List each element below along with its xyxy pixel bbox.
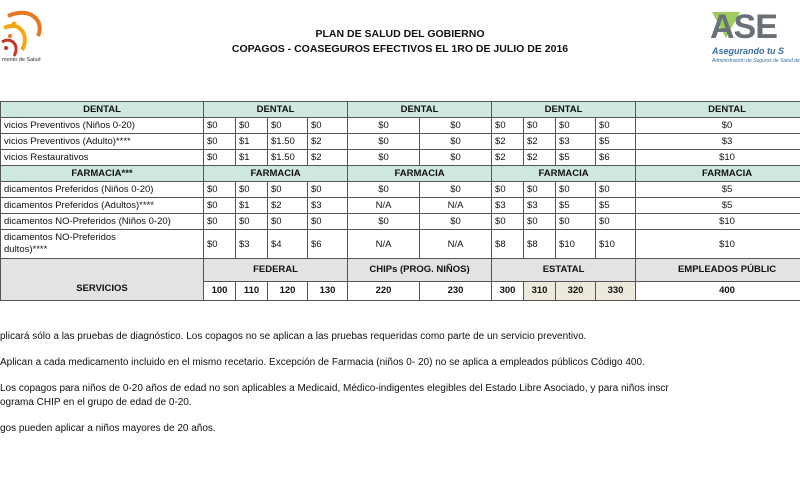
cell-empleados-400: $10	[636, 150, 800, 166]
row-label-line-1: dicamentos NO-Preferidos	[4, 232, 116, 243]
servicios-label: SERVICIOS	[1, 259, 204, 301]
cell-estatal-310: $2	[524, 134, 556, 150]
cell-federal-120: $0	[268, 214, 308, 230]
cell-estatal-330: $0	[596, 118, 636, 134]
cell-estatal-310: $0	[524, 182, 556, 198]
farmacia-federal-header: FARMACIA	[204, 166, 348, 182]
cell-federal-110: $0	[236, 214, 268, 230]
cell-federal-120: $0	[268, 182, 308, 198]
footnote-children-line-2: ograma CHIP en el grupo de edad de 0-20.	[0, 397, 192, 408]
farmacia-estatal-header: FARMACIA	[492, 166, 636, 182]
footnote-children-line-1: Los copagos para niños de 0-20 años de edad no son aplicables a Medicaid, Médico-indigentes elegibles del Estado Libre Asociado, y para niños inscr	[0, 383, 669, 394]
code-220: 220	[348, 282, 420, 301]
code-320: 320	[556, 282, 596, 301]
code-110: 110	[236, 282, 268, 301]
dental-header-row	[1, 102, 800, 118]
cell-chips-230: $0	[420, 118, 492, 134]
footnotes	[0, 330, 800, 448]
table-row	[1, 230, 800, 259]
cell-federal-130: $6	[308, 230, 348, 259]
cell-empleados-400: $10	[636, 214, 800, 230]
cell-empleados-400: $5	[636, 182, 800, 198]
row-label	[1, 230, 204, 259]
title-line-2: COPAGOS - COASEGUROS EFECTIVOS EL 1RO DE JULIO DE 2016	[231, 43, 569, 55]
ase-logo-tagline: Asegurando tu S	[712, 46, 785, 56]
row-label: dicamentos Preferidos (Niños 0-20)	[1, 182, 204, 198]
group-estatal: ESTATAL	[492, 259, 636, 282]
code-230: 230	[420, 282, 492, 301]
cell-empleados-400: $3	[636, 134, 800, 150]
cell-federal-100: $0	[204, 118, 236, 134]
table-row	[1, 182, 800, 198]
cell-estatal-310: $8	[524, 230, 556, 259]
cell-chips-220: N/A	[348, 230, 420, 259]
group-empleados: EMPLEADOS PÚBLIC	[636, 259, 800, 282]
health-department-logo-text: mento de Salud	[2, 57, 41, 63]
cell-estatal-300: $2	[492, 150, 524, 166]
cell-estatal-330: $5	[596, 198, 636, 214]
cell-estatal-320: $3	[556, 134, 596, 150]
table-row	[1, 214, 800, 230]
ase-logo	[710, 8, 800, 68]
farmacia-empleados-header: FARMACIA	[636, 166, 800, 182]
dental-federal-header: DENTAL	[204, 102, 348, 118]
group-chips: CHIPs (PROG. NIÑOS)	[348, 259, 492, 282]
group-federal: FEDERAL	[204, 259, 348, 282]
cell-chips-220: $0	[348, 214, 420, 230]
cell-federal-110: $3	[236, 230, 268, 259]
dental-empleados-header: DENTAL	[636, 102, 800, 118]
title-line-1: PLAN DE SALUD DEL GOBIERNO	[315, 28, 485, 40]
cell-federal-100: $0	[204, 198, 236, 214]
cell-estatal-330: $5	[596, 134, 636, 150]
farmacia-chips-header: FARMACIA	[348, 166, 492, 182]
row-label: dicamentos Preferidos (Adultos)****	[1, 198, 204, 214]
code-310: 310	[524, 282, 556, 301]
code-330: 330	[596, 282, 636, 301]
cell-estatal-330: $0	[596, 182, 636, 198]
farmacia-section-label: FARMACIA***	[1, 166, 204, 182]
program-group-row	[1, 259, 800, 282]
cell-estatal-300: $8	[492, 230, 524, 259]
table-row	[1, 150, 800, 166]
cell-chips-230: $0	[420, 214, 492, 230]
cell-estatal-300: $3	[492, 198, 524, 214]
cell-estatal-330: $10	[596, 230, 636, 259]
cell-estatal-300: $2	[492, 134, 524, 150]
ase-logo-subtext: Administración de Seguros de Salud de	[712, 58, 800, 64]
cell-federal-130: $0	[308, 214, 348, 230]
cell-empleados-400: $5	[636, 198, 800, 214]
cell-estatal-320: $5	[556, 150, 596, 166]
document-title	[0, 27, 800, 57]
cell-federal-130: $3	[308, 198, 348, 214]
cell-estatal-300: $0	[492, 214, 524, 230]
footnote-adults: gos pueden aplicar a niños mayores de 20 años.	[0, 423, 216, 434]
cell-federal-110: $0	[236, 182, 268, 198]
cell-estatal-310: $3	[524, 198, 556, 214]
cell-federal-110: $1	[236, 198, 268, 214]
cell-federal-100: $0	[204, 230, 236, 259]
table-row	[1, 134, 800, 150]
cell-federal-100: $0	[204, 182, 236, 198]
cell-estatal-320: $10	[556, 230, 596, 259]
cell-empleados-400: $10	[636, 230, 800, 259]
cell-chips-230: $0	[420, 150, 492, 166]
cell-estatal-310: $0	[524, 214, 556, 230]
cell-chips-230: $0	[420, 182, 492, 198]
table-row	[1, 118, 800, 134]
code-130: 130	[308, 282, 348, 301]
cell-federal-100: $0	[204, 134, 236, 150]
cell-federal-130: $2	[308, 134, 348, 150]
cell-federal-110: $1	[236, 134, 268, 150]
cell-federal-120: $4	[268, 230, 308, 259]
footnote-pharmacy: Aplican a cada medicamento incluido en el mismo recetario. Excepción de Farmacia (niños 0- 20) no se aplica a empleados públicos Código 400.	[0, 357, 645, 368]
copay-table	[0, 101, 800, 301]
row-label: vicios Preventivos (Niños 0-20)	[1, 118, 204, 134]
cell-estatal-300: $0	[492, 182, 524, 198]
cell-estatal-320: $0	[556, 214, 596, 230]
code-300: 300	[492, 282, 524, 301]
cell-estatal-300: $0	[492, 118, 524, 134]
farmacia-header-row	[1, 166, 800, 182]
dental-chips-header: DENTAL	[348, 102, 492, 118]
dental-section-label: DENTAL	[1, 102, 204, 118]
cell-federal-120: $0	[268, 118, 308, 134]
code-400: 400	[636, 282, 800, 301]
cell-federal-120: $2	[268, 198, 308, 214]
cell-estatal-310: $0	[524, 118, 556, 134]
row-label-line-2: dultos)****	[4, 244, 48, 255]
row-label: vicios Restaurativos	[1, 150, 204, 166]
cell-chips-230: $0	[420, 134, 492, 150]
cell-chips-220: $0	[348, 150, 420, 166]
cell-estatal-330: $6	[596, 150, 636, 166]
row-label: dicamentos NO-Preferidos (Niños 0-20)	[1, 214, 204, 230]
cell-chips-230: N/A	[420, 230, 492, 259]
cell-empleados-400: $0	[636, 118, 800, 134]
dental-estatal-header: DENTAL	[492, 102, 636, 118]
cell-chips-220: $0	[348, 118, 420, 134]
cell-federal-100: $0	[204, 150, 236, 166]
cell-estatal-330: $0	[596, 214, 636, 230]
cell-federal-110: $0	[236, 118, 268, 134]
ase-logo-mark: ASE	[710, 8, 777, 46]
row-label: vicios Preventivos (Adulto)****	[1, 134, 204, 150]
code-100: 100	[204, 282, 236, 301]
cell-estatal-320: $0	[556, 118, 596, 134]
cell-chips-230: N/A	[420, 198, 492, 214]
footnote-diagnostic: plicará sólo a las pruebas de diagnóstico. Los copagos no se aplican a las pruebas requeridas como parte de un servicio preventivo.	[0, 331, 587, 342]
cell-federal-120: $1.50	[268, 134, 308, 150]
cell-federal-100: $0	[204, 214, 236, 230]
table-row	[1, 198, 800, 214]
cell-chips-220: $0	[348, 134, 420, 150]
cell-chips-220: $0	[348, 182, 420, 198]
cell-federal-130: $0	[308, 182, 348, 198]
cell-federal-130: $0	[308, 118, 348, 134]
cell-federal-110: $1	[236, 150, 268, 166]
cell-federal-130: $2	[308, 150, 348, 166]
cell-estatal-310: $2	[524, 150, 556, 166]
code-120: 120	[268, 282, 308, 301]
cell-chips-220: N/A	[348, 198, 420, 214]
cell-estatal-320: $0	[556, 182, 596, 198]
cell-estatal-320: $5	[556, 198, 596, 214]
cell-federal-120: $1.50	[268, 150, 308, 166]
